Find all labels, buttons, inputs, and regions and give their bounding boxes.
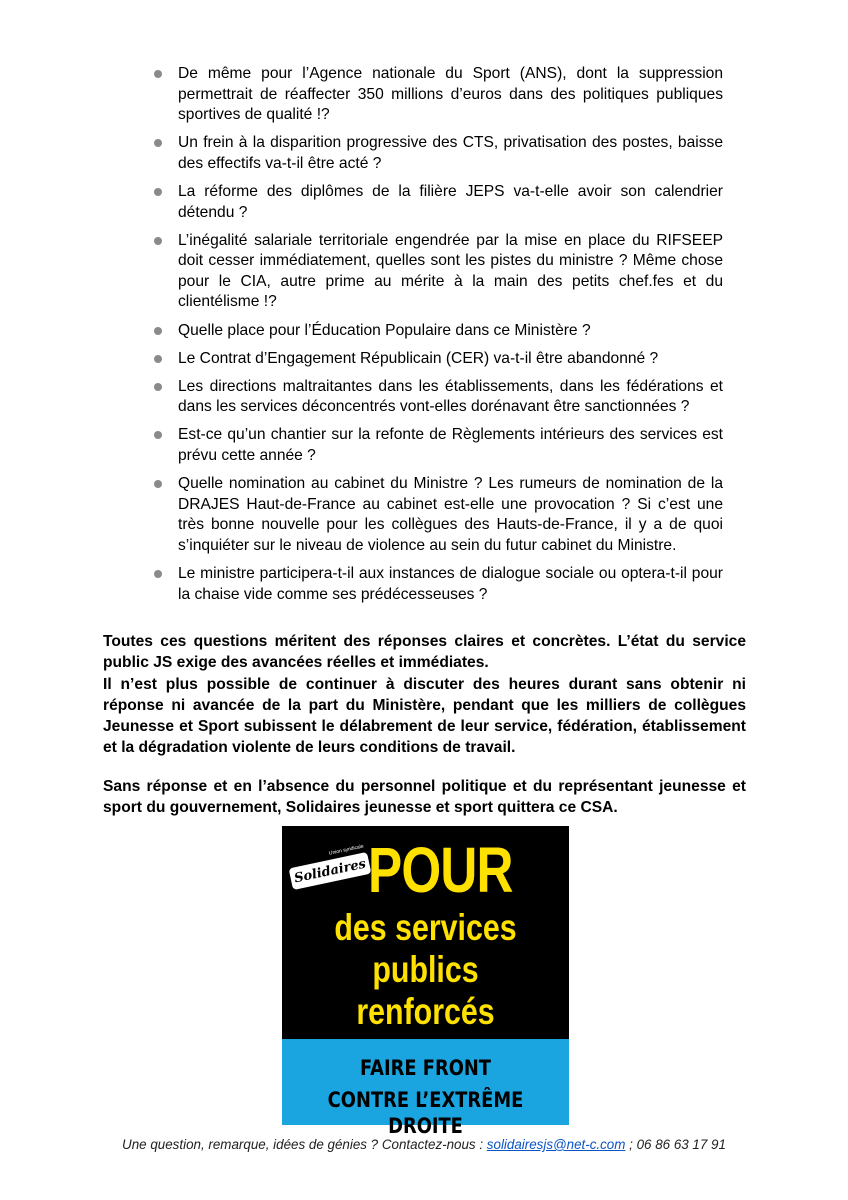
list-item bbox=[178, 231, 723, 313]
poster-line-2: publics bbox=[372, 949, 479, 990]
poster-band bbox=[282, 1039, 569, 1138]
bullet-icon bbox=[154, 70, 162, 78]
list-item-text: Le Contrat d’Engagement Républicain (CER) va-t-il être abandonné ? bbox=[178, 349, 659, 367]
bullet-icon bbox=[154, 139, 162, 147]
campaign-poster bbox=[282, 826, 569, 1138]
list-item-text: De même pour l’Agence nationale du Sport (ANS), dont la suppression permettrait de réaffecter 350 millions d’euros dans des politiques publiques sportives de qualité !? bbox=[178, 65, 723, 124]
list-item bbox=[178, 564, 723, 605]
conclusion-paragraph-2: Il n’est plus possible de continuer à discuter des heures durant sans obtenir ni réponse ni avancée de la part du Ministère, pendant que les milliers de collègues Jeunesse et Sport subissent le délabrement de leur service, fédération, établissement et la dégradation violente de leurs conditions de travail. bbox=[103, 675, 746, 757]
conclusion-paragraph-3: Sans réponse et en l’absence du personnel politique et du représentant jeunesse et sport du gouvernement, Solidaires jeunesse et sport quittera ce CSA. bbox=[103, 778, 746, 817]
footer-contact bbox=[0, 1137, 848, 1152]
list-item-text: Quelle nomination au cabinet du Ministre ? Les rumeurs de nomination de la DRAJES Haut-de-France au cabinet est-elle une provocation ? Si c’est une très bonne nouvelle pour les collègues des Hauts-de-France, il y a de quoi s’inquiéter sur le niveau de violence au sein du futur cabinet du Ministre. bbox=[178, 475, 723, 554]
logo-small-text: Union syndicale bbox=[328, 843, 365, 857]
list-item bbox=[178, 474, 723, 556]
poster-line-3: renforcés bbox=[356, 991, 495, 1032]
list-item-text: Le ministre participera-t-il aux instances de dialogue sociale ou optera-t-il pour la chaise vide comme ses prédécesseuses ? bbox=[178, 564, 723, 603]
list-item-text: La réforme des diplômes de la filière JEPS va-t-elle avoir son calendrier détendu ? bbox=[178, 182, 723, 221]
question-list bbox=[178, 64, 723, 613]
bullet-icon bbox=[154, 480, 162, 488]
list-item bbox=[178, 321, 723, 342]
bullet-icon bbox=[154, 355, 162, 363]
bullet-icon bbox=[154, 431, 162, 439]
list-item bbox=[178, 182, 723, 223]
bullet-icon bbox=[154, 327, 162, 335]
list-item bbox=[178, 425, 723, 466]
conclusion-paragraph-1: Toutes ces questions méritent des réponses claires et concrètes. L’état du service public JS exige des avancées réelles et immédiates. bbox=[103, 633, 746, 672]
solidaires-logo bbox=[289, 843, 372, 890]
bullet-icon bbox=[154, 188, 162, 196]
ultimatum-block bbox=[103, 776, 746, 819]
band-line-2: CONTRE L’EXTRÊME DROITE bbox=[327, 1088, 524, 1138]
band-line-1: FAIRE FRONT bbox=[359, 1056, 491, 1080]
list-item bbox=[178, 349, 723, 370]
conclusion-block bbox=[103, 631, 746, 759]
list-item-text: L’inégalité salariale territoriale engendrée par la mise en place du RIFSEEP doit cesser immédiatement, quelles sont les pistes du ministre ? Même chose pour le CIA, autre prime au mérite à la main des petits chef.fes et du clientélisme !? bbox=[178, 231, 723, 311]
list-item-text: Est-ce qu’un chantier sur la refonte de Règlements intérieurs des services est prévu cette année ? bbox=[178, 426, 723, 464]
bullet-icon bbox=[154, 237, 162, 245]
list-item bbox=[178, 64, 723, 126]
list-item bbox=[178, 377, 723, 418]
poster-line-1: des services bbox=[334, 907, 517, 948]
footer-text: Une question, remarque, idées de génies ? Contactez-nous : bbox=[122, 1137, 487, 1152]
bullet-icon bbox=[154, 570, 162, 578]
list-item bbox=[178, 133, 723, 174]
poster-headline: POUR bbox=[368, 834, 513, 906]
email-link[interactable]: solidairesjs@net-c.com bbox=[486, 1137, 626, 1152]
footer-phone: ; 06 86 63 17 91 bbox=[625, 1137, 726, 1152]
list-item-text: Un frein à la disparition progressive des CTS, privatisation des postes, baisse des effectifs va-t-il être acté ? bbox=[178, 134, 723, 172]
bullet-icon bbox=[154, 383, 162, 391]
list-item-text: Les directions maltraitantes dans les établissements, dans les fédérations et dans les services déconcentrés vont-elles dorénavant être sanctionnées ? bbox=[178, 377, 723, 416]
logo-text: Solidaires bbox=[292, 856, 368, 886]
list-item-text: Quelle place pour l’Éducation Populaire dans ce Ministère ? bbox=[178, 321, 591, 339]
